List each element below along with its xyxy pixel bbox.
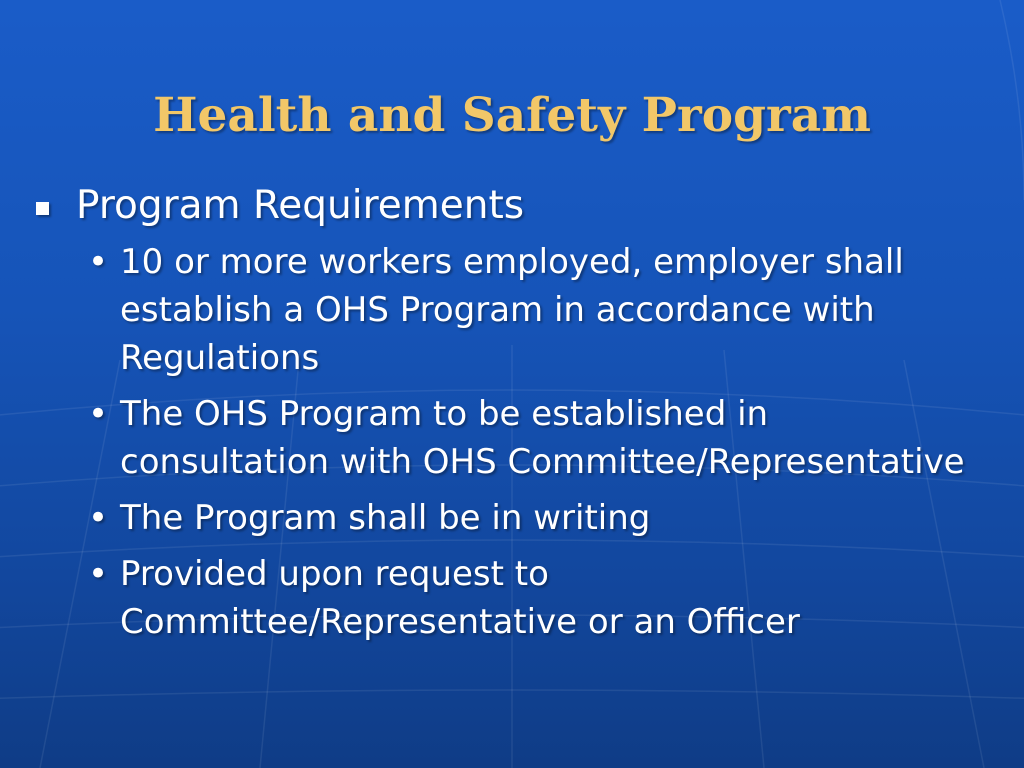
sub-bullet-text: 10 or more workers employed, employer shall establish a OHS Program in accordance with Regulations bbox=[120, 242, 904, 378]
dot-bullet-icon: • bbox=[88, 498, 109, 538]
sub-bullet-item bbox=[88, 238, 986, 382]
main-bullet-text: Program Requirements bbox=[76, 183, 525, 228]
sub-bullet-text: The OHS Program to be established in consultation with OHS Committee/Representative bbox=[120, 394, 965, 482]
sub-bullet-item bbox=[88, 390, 986, 486]
sub-bullet-text: The Program shall be in writing bbox=[120, 498, 651, 538]
sub-bullet-list bbox=[88, 238, 986, 646]
dot-bullet-icon: • bbox=[88, 394, 109, 434]
dot-bullet-icon: • bbox=[88, 242, 109, 282]
slide-title: Health and Safety Program bbox=[153, 88, 871, 143]
square-bullet-icon bbox=[36, 202, 49, 215]
sub-bullet-item bbox=[88, 550, 986, 646]
main-bullet bbox=[36, 180, 986, 232]
dot-bullet-icon: • bbox=[88, 554, 109, 594]
slide-body bbox=[36, 180, 986, 654]
sub-bullet-text: Provided upon request to Committee/Representative or an Officer bbox=[120, 554, 800, 642]
sub-bullet-item bbox=[88, 494, 986, 542]
